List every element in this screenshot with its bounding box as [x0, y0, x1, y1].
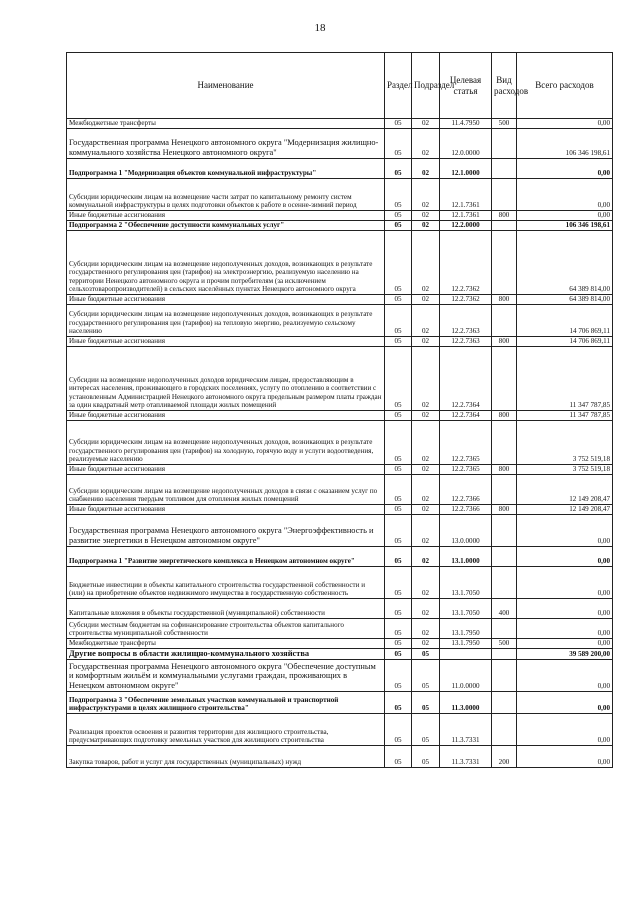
row-target: 12.2.7366 — [440, 475, 492, 505]
row-target: 13.1.7050 — [440, 599, 492, 619]
table-row — [67, 567, 613, 599]
row-target: 12.2.7366 — [440, 505, 492, 515]
row-amount: 39 589 200,00 — [517, 649, 613, 660]
row-target: 11.4.7950 — [440, 119, 492, 129]
row-amount: 3 752 519,18 — [517, 465, 613, 475]
row-expense-type — [492, 159, 517, 179]
table-row — [67, 746, 613, 768]
row-expense-type: 800 — [492, 295, 517, 305]
row-expense-type — [492, 179, 517, 211]
table-body — [67, 119, 613, 768]
row-section: 05 — [385, 505, 412, 515]
row-section: 05 — [385, 619, 412, 639]
row-name: Государственная программа Ненецкого автономного округа "Обеспечение доступным и комфортным жильём и коммунальными услугами граждан, проживающих в Ненецком автономном округе" — [67, 660, 385, 692]
row-section: 05 — [385, 295, 412, 305]
row-target: 12.1.0000 — [440, 159, 492, 179]
row-section: 05 — [385, 231, 412, 295]
row-amount: 0,00 — [517, 179, 613, 211]
row-name: Субсидии местным бюджетам на софинансирование строительства объектов капитального строительства муниципальной собственности — [67, 619, 385, 639]
table-row — [67, 305, 613, 337]
header-expense-type: Вид расходов — [492, 53, 517, 119]
table-row — [67, 211, 613, 221]
table-row — [67, 421, 613, 465]
row-name: Иные бюджетные ассигнования — [67, 295, 385, 305]
row-subsection: 02 — [412, 305, 440, 337]
row-target — [440, 649, 492, 660]
row-section: 05 — [385, 221, 412, 231]
row-subsection: 02 — [412, 475, 440, 505]
row-subsection: 02 — [412, 159, 440, 179]
row-target: 12.2.7363 — [440, 305, 492, 337]
table-row — [67, 649, 613, 660]
row-expense-type — [492, 305, 517, 337]
row-section: 05 — [385, 465, 412, 475]
row-expense-type — [492, 475, 517, 505]
row-name: Субсидии юридическим лицам на возмещение недополученных доходов в связи с оказанием услуг по снабжению населения твердым топливом для отопления жилых помещений — [67, 475, 385, 505]
row-amount: 0,00 — [517, 692, 613, 714]
row-expense-type — [492, 714, 517, 746]
row-expense-type: 800 — [492, 505, 517, 515]
row-amount: 11 347 787,85 — [517, 411, 613, 421]
row-subsection: 02 — [412, 505, 440, 515]
row-section: 05 — [385, 692, 412, 714]
row-amount: 0,00 — [517, 639, 613, 649]
row-section: 05 — [385, 475, 412, 505]
row-section: 05 — [385, 714, 412, 746]
row-subsection: 05 — [412, 746, 440, 768]
table-row — [67, 547, 613, 567]
row-target: 12.2.7364 — [440, 411, 492, 421]
table-row — [67, 347, 613, 411]
header-row — [67, 53, 613, 119]
header-name: Наименование — [67, 53, 385, 119]
row-target: 13.1.0000 — [440, 547, 492, 567]
row-subsection: 02 — [412, 547, 440, 567]
row-target: 13.1.7950 — [440, 619, 492, 639]
row-amount: 14 706 869,11 — [517, 337, 613, 347]
row-name: Субсидии на возмещение недополученных доходов юридическим лицам, предоставляющим в интересах населения, проживающего в городских поселениях, услугу по отоплению в соответствии с установленным Администрацией Ненецкого автономного округа предельным размером платы граждан за один квадратный метр отапливаемой площади жилых помещений — [67, 347, 385, 411]
table-row — [67, 119, 613, 129]
row-section: 05 — [385, 159, 412, 179]
header-total: Всего расходов — [517, 53, 613, 119]
row-name: Межбюджетные трансферты — [67, 119, 385, 129]
row-target: 12.2.0000 — [440, 221, 492, 231]
row-section: 05 — [385, 347, 412, 411]
row-section: 05 — [385, 746, 412, 768]
row-expense-type — [492, 221, 517, 231]
row-target: 12.2.7362 — [440, 295, 492, 305]
row-amount: 11 347 787,85 — [517, 347, 613, 411]
row-expense-type: 200 — [492, 746, 517, 768]
table-row — [67, 129, 613, 159]
row-amount: 106 346 198,61 — [517, 221, 613, 231]
header-section: Раздел — [385, 53, 412, 119]
row-target: 12.2.7363 — [440, 337, 492, 347]
row-expense-type: 500 — [492, 119, 517, 129]
row-target: 12.0.0000 — [440, 129, 492, 159]
row-section: 05 — [385, 649, 412, 660]
table-row — [67, 295, 613, 305]
row-subsection: 02 — [412, 619, 440, 639]
row-expense-type — [492, 515, 517, 547]
row-amount: 64 389 814,00 — [517, 231, 613, 295]
row-section: 05 — [385, 411, 412, 421]
row-subsection: 05 — [412, 692, 440, 714]
header-subsection: Подраздел — [412, 53, 440, 119]
row-subsection: 02 — [412, 337, 440, 347]
row-subsection: 02 — [412, 211, 440, 221]
header-target: Целевая статья — [440, 53, 492, 119]
row-amount: 106 346 198,61 — [517, 129, 613, 159]
row-subsection: 05 — [412, 649, 440, 660]
row-section: 05 — [385, 547, 412, 567]
row-subsection: 02 — [412, 421, 440, 465]
row-subsection: 05 — [412, 714, 440, 746]
row-subsection: 02 — [412, 567, 440, 599]
row-subsection: 02 — [412, 599, 440, 619]
row-expense-type: 800 — [492, 411, 517, 421]
row-expense-type: 500 — [492, 639, 517, 649]
row-name: Подпрограмма 1 "Модернизация объектов коммунальной инфраструктуры" — [67, 159, 385, 179]
row-section: 05 — [385, 599, 412, 619]
table-row — [67, 714, 613, 746]
row-target: 11.0.0000 — [440, 660, 492, 692]
row-subsection: 02 — [412, 347, 440, 411]
row-expense-type — [492, 649, 517, 660]
row-expense-type — [492, 567, 517, 599]
row-subsection: 05 — [412, 660, 440, 692]
row-section: 05 — [385, 567, 412, 599]
table-row — [67, 692, 613, 714]
row-target: 12.2.7362 — [440, 231, 492, 295]
row-amount: 0,00 — [517, 619, 613, 639]
row-section: 05 — [385, 421, 412, 465]
row-subsection: 02 — [412, 129, 440, 159]
row-section: 05 — [385, 129, 412, 159]
row-name: Государственная программа Ненецкого автономного округа "Модернизация жилищно-коммунального хозяйства Ненецкого автономного округа" — [67, 129, 385, 159]
row-target: 12.1.7361 — [440, 179, 492, 211]
table-row — [67, 619, 613, 639]
row-expense-type — [492, 619, 517, 639]
row-expense-type: 400 — [492, 599, 517, 619]
row-expense-type: 800 — [492, 337, 517, 347]
row-name: Иные бюджетные ассигнования — [67, 411, 385, 421]
row-section: 05 — [385, 660, 412, 692]
row-expense-type — [492, 547, 517, 567]
table-row — [67, 639, 613, 649]
row-amount: 12 149 208,47 — [517, 475, 613, 505]
row-target: 12.2.7365 — [440, 465, 492, 475]
row-name: Подпрограмма 1 "Развитие энергетического комплекса в Ненецком автономном округе" — [67, 547, 385, 567]
row-expense-type: 800 — [492, 211, 517, 221]
row-subsection: 02 — [412, 515, 440, 547]
row-expense-type — [492, 692, 517, 714]
row-amount: 0,00 — [517, 746, 613, 768]
budget-table — [66, 52, 613, 768]
row-name: Государственная программа Ненецкого автономного округа "Энергоэффективность и развитие энергетики в Ненецком автономном округе" — [67, 515, 385, 547]
table-row — [67, 515, 613, 547]
row-target: 13.0.0000 — [440, 515, 492, 547]
row-section: 05 — [385, 337, 412, 347]
row-name: Межбюджетные трансферты — [67, 639, 385, 649]
row-subsection: 02 — [412, 119, 440, 129]
row-expense-type — [492, 231, 517, 295]
row-amount: 0,00 — [517, 119, 613, 129]
row-target: 11.3.7331 — [440, 714, 492, 746]
row-amount: 0,00 — [517, 159, 613, 179]
row-name: Реализация проектов освоения и развития территории для жилищного строительства, предусматривающих подготовку земельных участков для жилищного строительства — [67, 714, 385, 746]
row-amount: 0,00 — [517, 547, 613, 567]
row-amount: 64 389 814,00 — [517, 295, 613, 305]
row-amount: 0,00 — [517, 599, 613, 619]
row-name: Иные бюджетные ассигнования — [67, 505, 385, 515]
row-subsection: 02 — [412, 221, 440, 231]
row-target: 12.2.7365 — [440, 421, 492, 465]
table-row — [67, 599, 613, 619]
row-name: Иные бюджетные ассигнования — [67, 465, 385, 475]
row-expense-type — [492, 129, 517, 159]
row-section: 05 — [385, 211, 412, 221]
table-row — [67, 475, 613, 505]
row-subsection: 02 — [412, 231, 440, 295]
table-row — [67, 337, 613, 347]
row-amount: 12 149 208,47 — [517, 505, 613, 515]
row-name: Подпрограмма 3 "Обеспечение земельных участков коммунальной и транспортной инфраструктурами в целях жилищного строительства" — [67, 692, 385, 714]
row-subsection: 02 — [412, 411, 440, 421]
table-row — [67, 465, 613, 475]
row-expense-type — [492, 421, 517, 465]
table-row — [67, 179, 613, 211]
row-subsection: 02 — [412, 639, 440, 649]
table-row — [67, 159, 613, 179]
row-name: Другие вопросы в области жилищно-коммунального хозяйства — [67, 649, 385, 660]
row-name: Субсидии юридическим лицам на возмещение недополученных доходов, возникающих в результате государственного регулирования цен (тарифов) на электроэнергию, реализуемую населению на территории Ненецкого автономного округа и прочим потребителям (за исключением сельхозтоваропроизводителей) в сельских населённых пунктах Ненецкого автономного округа — [67, 231, 385, 295]
row-section: 05 — [385, 179, 412, 211]
table-row — [67, 221, 613, 231]
row-target: 11.3.0000 — [440, 692, 492, 714]
row-section: 05 — [385, 305, 412, 337]
row-amount: 0,00 — [517, 515, 613, 547]
row-section: 05 — [385, 639, 412, 649]
row-name: Подпрограмма 2 "Обеспечение доступности коммунальных услуг" — [67, 221, 385, 231]
row-expense-type — [492, 347, 517, 411]
row-name: Субсидии юридическим лицам на возмещение недополученных доходов, возникающих в результате государственного регулирования цен (тарифов) на холодную, горячую воду и услуги водоотведения, реализуемые населению — [67, 421, 385, 465]
table-row — [67, 505, 613, 515]
row-subsection: 02 — [412, 295, 440, 305]
row-target: 12.2.7364 — [440, 347, 492, 411]
row-name: Капитальные вложения в объекты государственной (муниципальной) собственности — [67, 599, 385, 619]
table-row — [67, 411, 613, 421]
row-section: 05 — [385, 119, 412, 129]
row-amount: 0,00 — [517, 211, 613, 221]
row-name: Иные бюджетные ассигнования — [67, 211, 385, 221]
row-expense-type: 800 — [492, 465, 517, 475]
table-row — [67, 660, 613, 692]
page-number: 18 — [314, 22, 326, 34]
row-target: 11.3.7331 — [440, 746, 492, 768]
row-target: 13.1.7050 — [440, 567, 492, 599]
row-name: Закупка товаров, работ и услуг для государственных (муниципальных) нужд — [67, 746, 385, 768]
row-name: Бюджетные инвестиции в объекты капитального строительства государственной собственности и (или) на приобретение объектов недвижимого имущества в государственную собственность — [67, 567, 385, 599]
row-amount: 0,00 — [517, 714, 613, 746]
row-expense-type — [492, 660, 517, 692]
row-amount: 0,00 — [517, 660, 613, 692]
row-name: Субсидии юридическим лицам на возмещение недополученных доходов, возникающих в результате государственного регулирования цен (тарифов) на тепловую энергию, реализуемую сельскому населению — [67, 305, 385, 337]
table-row — [67, 231, 613, 295]
row-amount: 14 706 869,11 — [517, 305, 613, 337]
row-amount: 0,00 — [517, 567, 613, 599]
row-subsection: 02 — [412, 465, 440, 475]
row-subsection: 02 — [412, 179, 440, 211]
row-target: 12.1.7361 — [440, 211, 492, 221]
row-target: 13.1.7950 — [440, 639, 492, 649]
row-name: Субсидии юридическим лицам на возмещение части затрат по капитальному ремонту систем коммунальной инфраструктуры в целях подготовки объектов к работе в осенне-зимний период — [67, 179, 385, 211]
row-name: Иные бюджетные ассигнования — [67, 337, 385, 347]
row-section: 05 — [385, 515, 412, 547]
row-amount: 3 752 519,18 — [517, 421, 613, 465]
